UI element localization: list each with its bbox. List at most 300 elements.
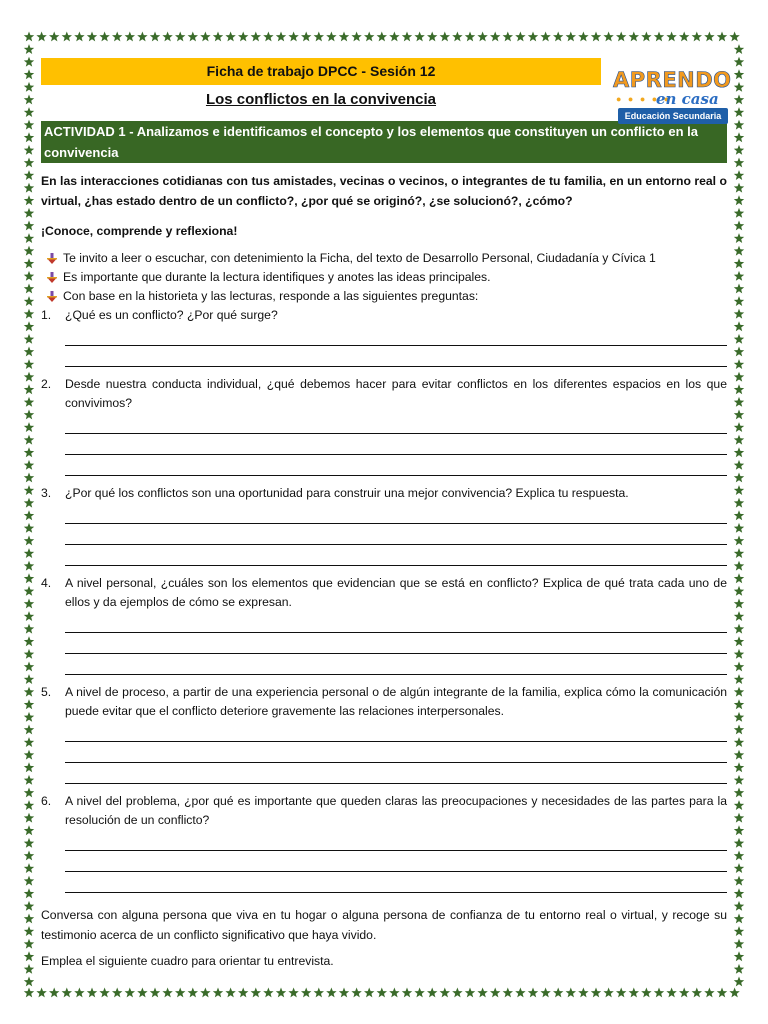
border-star-icon <box>175 988 185 998</box>
border-star-icon <box>734 951 744 961</box>
border-star-icon <box>24 384 34 394</box>
border-star-icon <box>734 246 744 256</box>
border-star-icon <box>238 988 248 998</box>
border-star-icon <box>188 32 198 42</box>
activity-title: ACTIVIDAD 1 - Analizamos e identificamos el concepto y los elementos que constituyen un conflicto en la convivencia <box>41 121 727 163</box>
border-star-icon <box>87 988 97 998</box>
answer-line[interactable] <box>65 434 727 455</box>
border-star-icon <box>734 498 744 508</box>
border-star-icon <box>24 473 34 483</box>
border-star-icon <box>566 32 576 42</box>
border-star-icon <box>734 876 744 886</box>
border-star-icon <box>137 988 147 998</box>
border-star-icon <box>734 447 744 457</box>
answer-line[interactable] <box>65 872 727 893</box>
border-star-icon <box>734 699 744 709</box>
border-star-icon <box>150 988 160 998</box>
border-star-icon <box>24 44 34 54</box>
border-star-icon <box>62 32 72 42</box>
border-star-icon <box>24 901 34 911</box>
logo-aprendo-text: APRENDO <box>613 68 732 92</box>
border-star-icon <box>734 485 744 495</box>
answer-line[interactable] <box>65 851 727 872</box>
logo-en-casa-text: en casa <box>656 90 719 108</box>
border-star-icon <box>339 32 349 42</box>
border-star-icon <box>24 170 34 180</box>
border-star-icon <box>704 32 714 42</box>
border-star-icon <box>734 233 744 243</box>
border-star-icon <box>150 32 160 42</box>
border-star-icon <box>314 32 324 42</box>
border-star-icon <box>734 195 744 205</box>
border-star-icon <box>24 687 34 697</box>
border-star-icon <box>734 523 744 533</box>
arrow-down-icon <box>41 268 63 283</box>
border-star-icon <box>734 422 744 432</box>
border-star-icon <box>540 32 550 42</box>
border-star-icon <box>301 32 311 42</box>
answer-line[interactable] <box>65 346 727 367</box>
border-star-icon <box>734 410 744 420</box>
border-star-icon <box>24 977 34 987</box>
border-star-icon <box>137 32 147 42</box>
answer-line[interactable] <box>65 763 727 784</box>
border-star-icon <box>200 32 210 42</box>
border-star-icon <box>24 536 34 546</box>
border-star-icon <box>427 988 437 998</box>
border-star-icon <box>734 44 744 54</box>
question-1: 1. ¿Qué es un conflicto? ¿Por qué surge? <box>41 306 727 367</box>
border-star-icon <box>377 32 387 42</box>
border-star-icon <box>364 988 374 998</box>
border-star-icon <box>734 762 744 772</box>
border-star-icon <box>36 32 46 42</box>
answer-line[interactable] <box>65 742 727 763</box>
border-star-icon <box>734 813 744 823</box>
border-star-icon <box>24 485 34 495</box>
border-star-icon <box>734 624 744 634</box>
border-star-icon <box>24 964 34 974</box>
border-star-icon <box>734 435 744 445</box>
border-star-icon <box>24 800 34 810</box>
border-star-icon <box>603 988 613 998</box>
border-star-icon <box>704 988 714 998</box>
border-star-icon <box>24 296 34 306</box>
border-star-icon <box>288 32 298 42</box>
border-star-icon <box>99 32 109 42</box>
instruction-list <box>41 249 727 306</box>
border-star-icon <box>490 32 500 42</box>
border-star-icon <box>24 838 34 848</box>
question-text: A nivel de proceso, a partir de una experiencia personal o de algún integrante de la familia, explica cómo la comunicación puede evitar que el conflicto deteriore gravemente las relaciones interpersonales. <box>65 685 727 718</box>
border-star-icon <box>24 926 34 936</box>
border-star-icon <box>734 309 744 319</box>
border-star-icon <box>24 712 34 722</box>
border-star-icon <box>24 208 34 218</box>
border-star-icon <box>24 624 34 634</box>
border-star-icon <box>49 988 59 998</box>
border-star-icon <box>616 32 626 42</box>
border-star-icon <box>414 988 424 998</box>
border-star-icon <box>24 321 34 331</box>
border-star-icon <box>74 32 84 42</box>
border-star-icon <box>734 473 744 483</box>
border-star-icon <box>452 32 462 42</box>
border-star-icon <box>734 649 744 659</box>
border-star-icon <box>734 372 744 382</box>
border-star-icon <box>734 120 744 130</box>
border-star-icon <box>112 988 122 998</box>
border-star-icon <box>62 988 72 998</box>
border-star-icon <box>251 32 261 42</box>
answer-line[interactable] <box>65 325 727 346</box>
border-star-icon <box>734 725 744 735</box>
border-star-icon <box>734 397 744 407</box>
border-star-icon <box>734 939 744 949</box>
border-star-icon <box>24 611 34 621</box>
border-star-icon <box>734 321 744 331</box>
border-star-icon <box>24 145 34 155</box>
border-star-icon <box>734 221 744 231</box>
border-star-icon <box>616 988 626 998</box>
border-star-icon <box>24 599 34 609</box>
border-star-icon <box>351 32 361 42</box>
border-star-icon <box>734 788 744 798</box>
border-star-icon <box>24 183 34 193</box>
border-star-icon <box>692 988 702 998</box>
border-star-icon <box>24 548 34 558</box>
border-star-icon <box>213 988 223 998</box>
border-star-icon <box>654 32 664 42</box>
border-star-icon <box>440 988 450 998</box>
border-star-icon <box>734 208 744 218</box>
question-text: A nivel del problema, ¿por qué es importante que queden claras las preocupaciones y necesidades de las partes para la resolución de un conflicto? <box>65 794 727 827</box>
border-star-icon <box>351 988 361 998</box>
border-star-icon <box>24 132 34 142</box>
border-star-icon <box>188 988 198 998</box>
border-star-icon <box>734 334 744 344</box>
border-star-icon <box>503 32 513 42</box>
border-star-icon <box>734 460 744 470</box>
answer-line[interactable] <box>65 455 727 476</box>
border-star-icon <box>717 32 727 42</box>
border-star-icon <box>734 611 744 621</box>
arrow-down-icon <box>41 287 63 302</box>
border-star-icon <box>734 825 744 835</box>
border-star-icon <box>734 737 744 747</box>
border-star-icon <box>24 120 34 130</box>
border-star-icon <box>339 988 349 998</box>
border-star-icon <box>490 988 500 998</box>
border-star-icon <box>452 988 462 998</box>
border-star-icon <box>24 221 34 231</box>
instruction-item: Con base en la historieta y las lecturas, responde a las siguientes preguntas: <box>41 287 727 306</box>
border-star-icon <box>734 107 744 117</box>
border-star-icon <box>24 359 34 369</box>
logo-level-badge: Educación Secundaria <box>618 108 728 124</box>
answer-line[interactable] <box>65 721 727 742</box>
border-star-icon <box>734 800 744 810</box>
border-star-icon <box>24 750 34 760</box>
border-star-icon <box>540 988 550 998</box>
border-star-icon <box>641 988 651 998</box>
aprendo-en-casa-logo <box>608 68 732 128</box>
border-star-icon <box>24 523 34 533</box>
border-star-icon <box>734 170 744 180</box>
border-star-icon <box>24 888 34 898</box>
border-star-icon <box>734 901 744 911</box>
border-star-icon <box>24 863 34 873</box>
border-star-icon <box>24 460 34 470</box>
border-star-icon <box>24 107 34 117</box>
border-star-icon <box>74 988 84 998</box>
border-star-icon <box>515 988 525 998</box>
border-star-icon <box>477 32 487 42</box>
border-star-icon <box>24 737 34 747</box>
border-star-icon <box>314 988 324 998</box>
border-star-icon <box>414 32 424 42</box>
border-star-icon <box>734 359 744 369</box>
border-star-icon <box>734 838 744 848</box>
answer-line[interactable] <box>65 654 727 675</box>
answer-line[interactable] <box>65 612 727 633</box>
border-star-icon <box>225 32 235 42</box>
border-star-icon <box>377 988 387 998</box>
border-star-icon <box>326 988 336 998</box>
worksheet-title: Ficha de trabajo DPCC - Sesión 12 <box>41 58 601 85</box>
border-star-icon <box>734 586 744 596</box>
border-star-icon <box>125 988 135 998</box>
border-star-icon <box>734 926 744 936</box>
border-star-icon <box>49 32 59 42</box>
border-star-icon <box>24 435 34 445</box>
border-star-icon <box>24 510 34 520</box>
border-star-icon <box>24 788 34 798</box>
border-star-icon <box>734 347 744 357</box>
logo-dots: ● ● ● ● ● <box>616 94 672 104</box>
border-star-icon <box>679 988 689 998</box>
border-star-icon <box>734 183 744 193</box>
border-star-icon <box>24 951 34 961</box>
border-star-icon <box>717 988 727 998</box>
border-star-icon <box>24 775 34 785</box>
border-star-icon <box>734 258 744 268</box>
border-star-icon <box>734 145 744 155</box>
border-star-icon <box>36 988 46 998</box>
border-star-icon <box>734 914 744 924</box>
border-star-icon <box>213 32 223 42</box>
worksheet-subtitle: Los conflictos en la convivencia <box>205 91 437 108</box>
border-star-icon <box>734 158 744 168</box>
border-star-icon <box>175 32 185 42</box>
border-star-icon <box>734 636 744 646</box>
border-star-icon <box>288 988 298 998</box>
border-star-icon <box>24 309 34 319</box>
border-star-icon <box>24 649 34 659</box>
border-star-icon <box>734 548 744 558</box>
border-star-icon <box>276 32 286 42</box>
border-star-icon <box>162 988 172 998</box>
border-star-icon <box>263 32 273 42</box>
border-star-icon <box>24 636 34 646</box>
border-star-icon <box>692 32 702 42</box>
border-star-icon <box>641 32 651 42</box>
border-star-icon <box>24 69 34 79</box>
border-star-icon <box>24 246 34 256</box>
border-star-icon <box>734 712 744 722</box>
border-star-icon <box>528 32 538 42</box>
border-star-icon <box>24 498 34 508</box>
border-star-icon <box>24 82 34 92</box>
border-star-icon <box>24 762 34 772</box>
question-text: ¿Qué es un conflicto? ¿Por qué surge? <box>65 308 278 322</box>
border-star-icon <box>24 699 34 709</box>
border-star-icon <box>654 988 664 998</box>
border-star-icon <box>24 422 34 432</box>
question-text: ¿Por qué los conflictos son una oportunidad para construir una mejor convivencia? Explica tu respuesta. <box>65 486 629 500</box>
border-star-icon <box>24 32 34 42</box>
border-star-icon <box>24 851 34 861</box>
border-star-icon <box>734 132 744 142</box>
border-star-icon <box>666 988 676 998</box>
border-star-icon <box>24 95 34 105</box>
border-star-icon <box>465 32 475 42</box>
border-star-icon <box>591 32 601 42</box>
border-star-icon <box>734 69 744 79</box>
border-star-icon <box>24 284 34 294</box>
border-star-icon <box>734 384 744 394</box>
question-2: 2. Desde nuestra conducta individual, ¿qué debemos hacer para evitar conflictos en los diferentes espacios en los que convivimos? <box>41 375 727 476</box>
border-star-icon <box>553 32 563 42</box>
border-star-icon <box>225 988 235 998</box>
border-star-icon <box>24 825 34 835</box>
border-star-icon <box>24 914 34 924</box>
border-star-icon <box>734 674 744 684</box>
border-star-icon <box>734 296 744 306</box>
border-star-icon <box>24 271 34 281</box>
border-star-icon <box>162 32 172 42</box>
border-star-icon <box>734 82 744 92</box>
border-star-icon <box>112 32 122 42</box>
arrow-down-icon <box>41 249 63 264</box>
answer-line[interactable] <box>65 633 727 654</box>
border-star-icon <box>734 536 744 546</box>
border-star-icon <box>24 57 34 67</box>
intro-paragraph: En las interacciones cotidianas con tus amistades, vecinas o vecinos, o integrantes de tu familia, en un entorno real o virtual, ¿has estado dentro de un conflicto?, ¿por qué se originó?, ¿se solucionó?, ¿cómo? <box>41 174 727 208</box>
border-star-icon <box>503 988 513 998</box>
border-star-icon <box>528 988 538 998</box>
closing-paragraph: Conversa con alguna persona que viva en tu hogar o alguna persona de confianza de tu entorno real o virtual, y recoge su testimonio acerca de un conflicto significativo que haya vivido. <box>41 908 727 942</box>
border-star-icon <box>276 988 286 998</box>
question-4: 4. A nivel personal, ¿cuáles son los elementos que evidencian que se está en conflicto? Explica de qué trata cada uno de ellos y da ejemplos de cómo se expresan. <box>41 574 727 675</box>
border-star-icon <box>24 347 34 357</box>
border-star-icon <box>734 863 744 873</box>
border-star-icon <box>734 573 744 583</box>
answer-line[interactable] <box>65 413 727 434</box>
answer-line[interactable] <box>65 545 727 566</box>
border-star-icon <box>238 32 248 42</box>
border-star-icon <box>591 988 601 998</box>
border-star-icon <box>427 32 437 42</box>
border-star-icon <box>734 662 744 672</box>
answer-line[interactable] <box>65 503 727 524</box>
border-star-icon <box>629 32 639 42</box>
border-star-icon <box>729 32 739 42</box>
border-star-icon <box>734 775 744 785</box>
border-star-icon <box>24 586 34 596</box>
border-star-icon <box>251 988 261 998</box>
border-star-icon <box>465 988 475 998</box>
border-star-icon <box>440 32 450 42</box>
border-star-icon <box>24 158 34 168</box>
question-5: 5. A nivel de proceso, a partir de una experiencia personal o de algún integrante de la familia, explica cómo la comunicación puede evitar que el conflicto deteriore gravemente las relaciones interpersonales. <box>41 683 727 784</box>
border-star-icon <box>24 561 34 571</box>
border-star-icon <box>24 447 34 457</box>
border-star-icon <box>553 988 563 998</box>
border-star-icon <box>24 725 34 735</box>
border-star-icon <box>734 95 744 105</box>
border-star-icon <box>24 876 34 886</box>
border-star-icon <box>734 599 744 609</box>
border-star-icon <box>24 813 34 823</box>
border-star-icon <box>364 32 374 42</box>
border-star-icon <box>402 988 412 998</box>
border-star-icon <box>679 32 689 42</box>
border-star-icon <box>87 32 97 42</box>
motto: ¡Conoce, comprende y reflexiona! <box>41 224 238 238</box>
border-star-icon <box>578 988 588 998</box>
closing-instruction: Emplea el siguiente cuadro para orientar tu entrevista. <box>41 954 334 968</box>
border-star-icon <box>24 334 34 344</box>
border-star-icon <box>666 32 676 42</box>
border-star-icon <box>24 939 34 949</box>
border-star-icon <box>24 988 34 998</box>
question-text: A nivel personal, ¿cuáles son los elementos que evidencian que se está en conflicto? Explica de qué trata cada uno de ellos y da ejemplos de cómo se expresan. <box>65 576 727 609</box>
border-star-icon <box>734 510 744 520</box>
border-star-icon <box>734 687 744 697</box>
border-star-icon <box>603 32 613 42</box>
question-3: 3. ¿Por qué los conflictos son una oportunidad para construir una mejor convivencia? Explica tu respuesta. <box>41 484 727 566</box>
border-star-icon <box>734 284 744 294</box>
border-star-icon <box>389 32 399 42</box>
question-text: Desde nuestra conducta individual, ¿qué debemos hacer para evitar conflictos en los diferentes espacios en los que convivimos? <box>65 377 727 410</box>
border-star-icon <box>24 258 34 268</box>
border-star-icon <box>734 750 744 760</box>
border-star-icon <box>734 271 744 281</box>
border-star-icon <box>326 32 336 42</box>
border-star-icon <box>515 32 525 42</box>
worksheet <box>41 58 732 971</box>
instruction-item: Te invito a leer o escuchar, con detenimiento la Ficha, del texto de Desarrollo Personal, Ciudadanía y Cívica 1 <box>41 249 727 268</box>
border-star-icon <box>629 988 639 998</box>
border-star-icon <box>24 573 34 583</box>
answer-line[interactable] <box>65 524 727 545</box>
border-star-icon <box>389 988 399 998</box>
border-star-icon <box>24 662 34 672</box>
border-star-icon <box>566 988 576 998</box>
border-star-icon <box>24 233 34 243</box>
border-star-icon <box>24 674 34 684</box>
border-star-icon <box>24 195 34 205</box>
border-star-icon <box>301 988 311 998</box>
answer-line[interactable] <box>65 830 727 851</box>
question-6: 6. A nivel del problema, ¿por qué es importante que queden claras las preocupaciones y necesidades de las partes para la resolución de un conflicto? <box>41 792 727 893</box>
border-star-icon <box>729 988 739 998</box>
border-star-icon <box>734 561 744 571</box>
border-star-icon <box>734 888 744 898</box>
border-star-icon <box>200 988 210 998</box>
border-star-icon <box>734 57 744 67</box>
